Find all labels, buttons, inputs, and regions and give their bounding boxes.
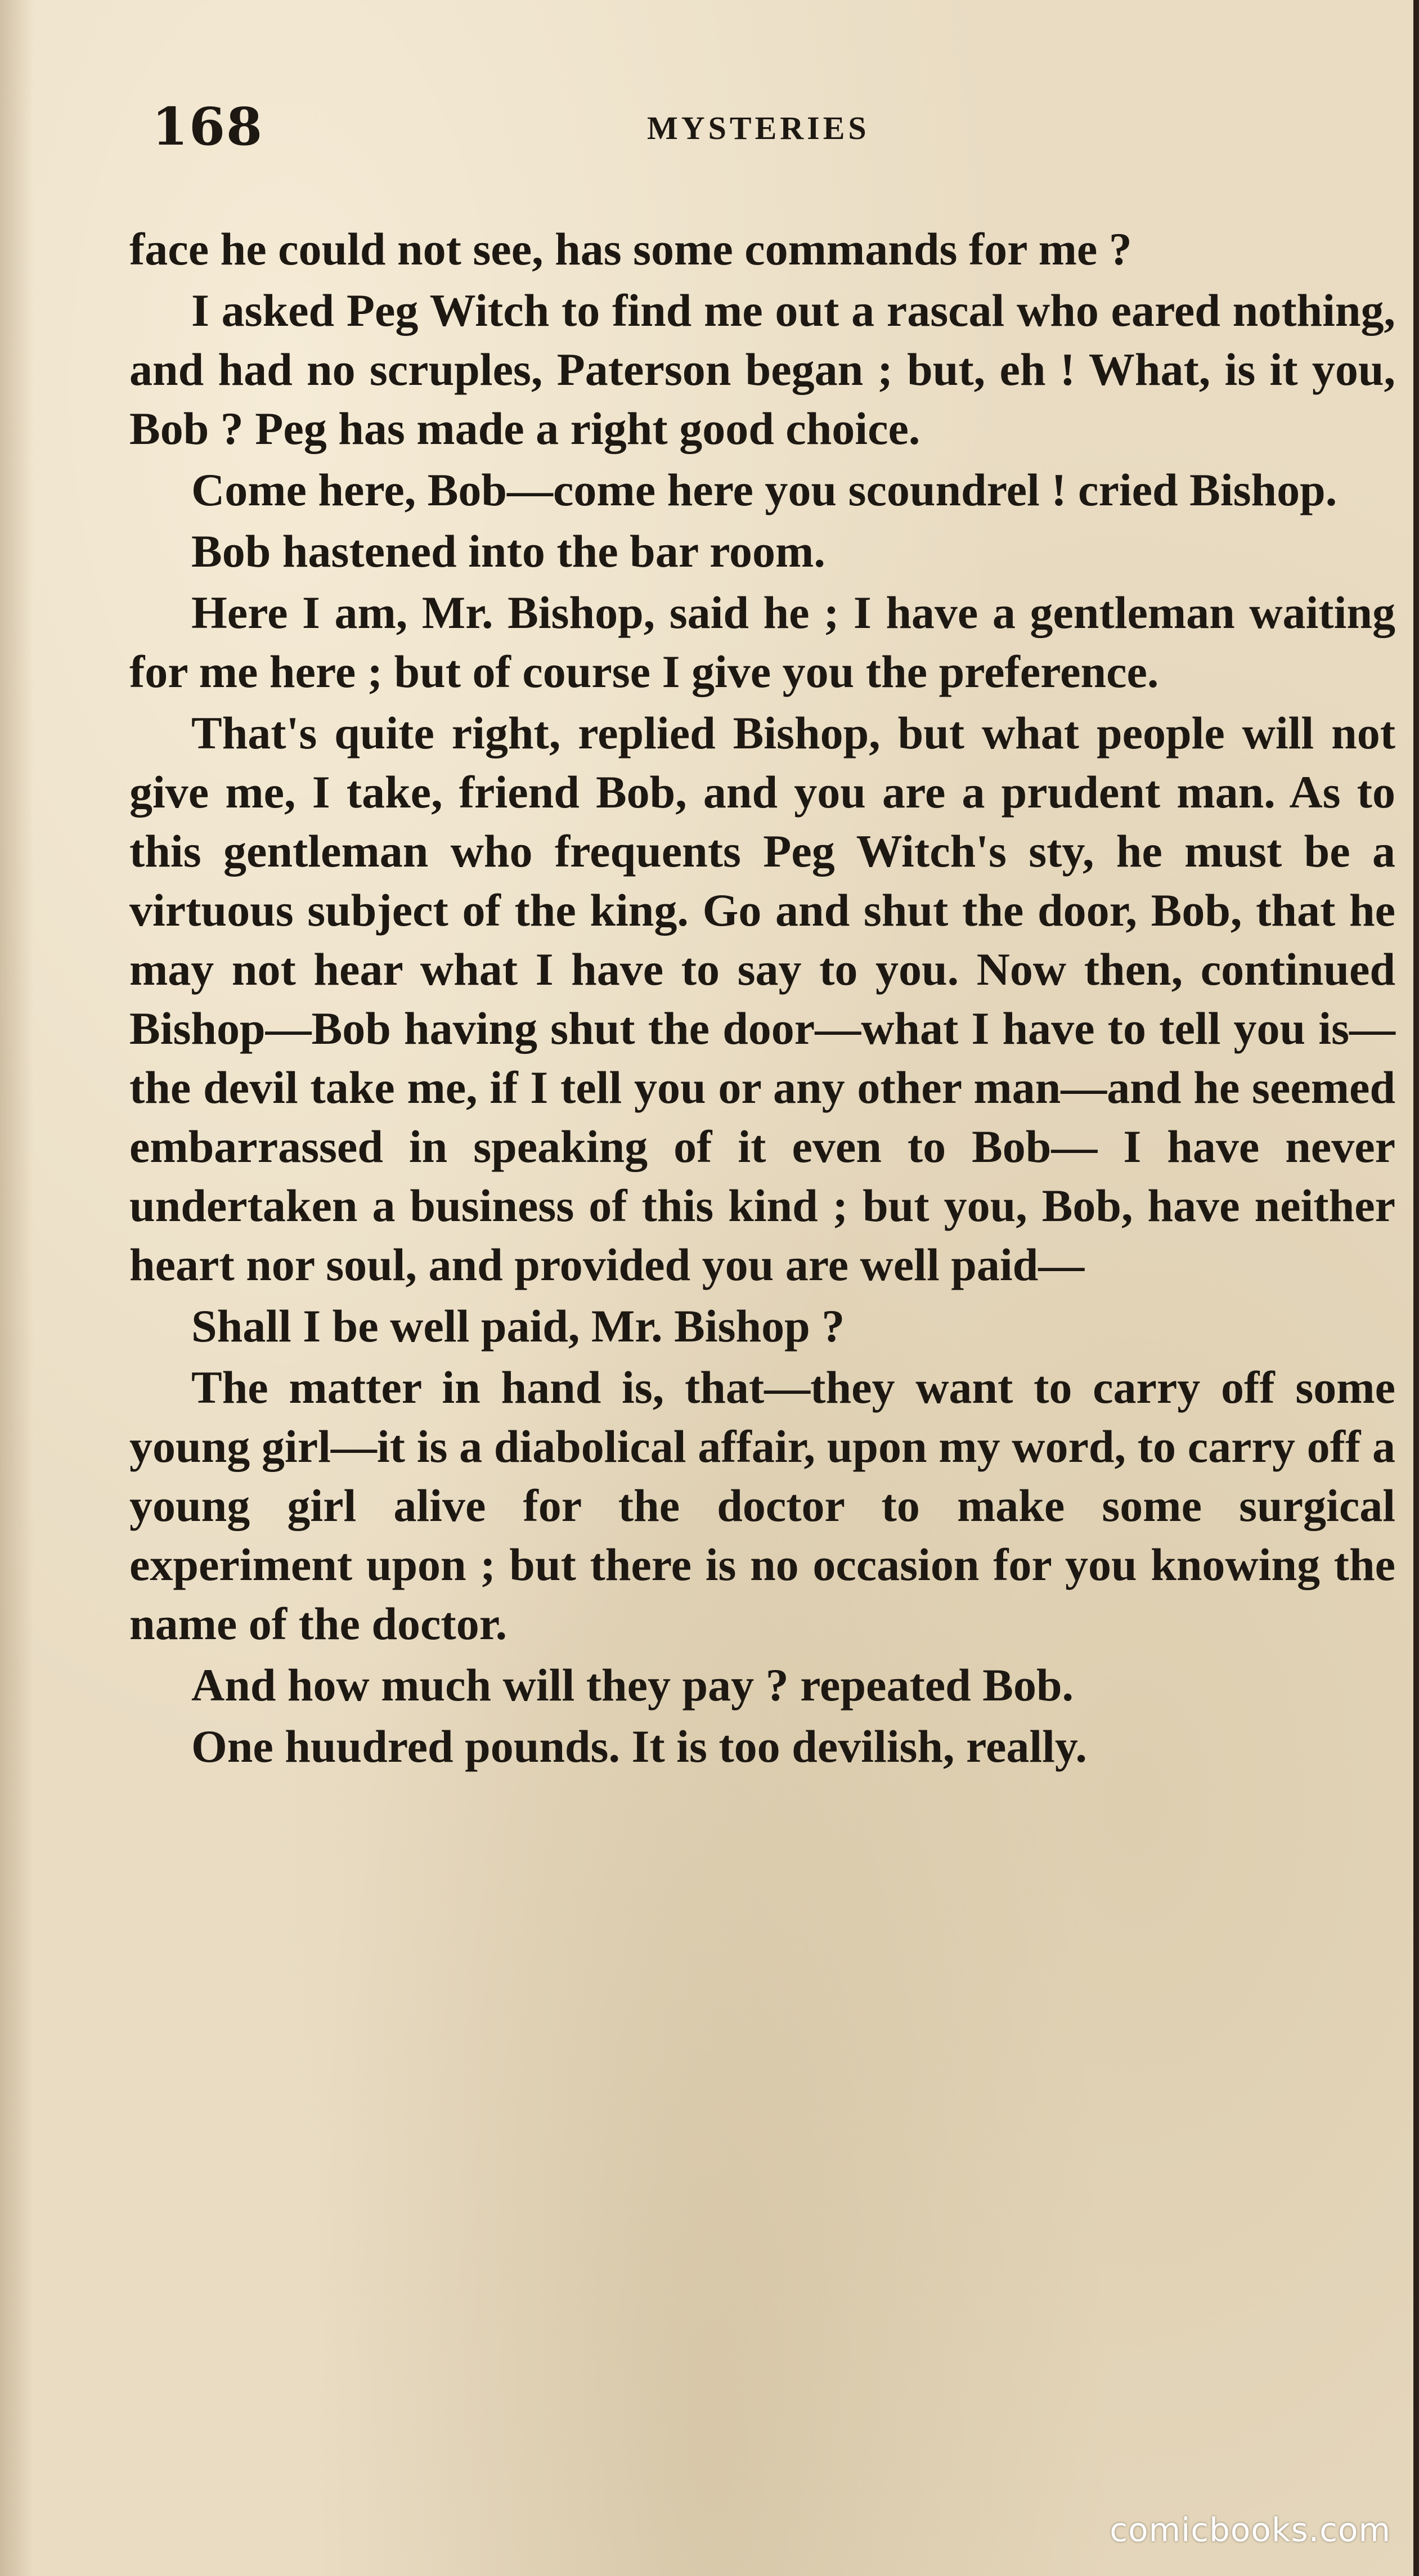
paragraph: Bob hastened into the bar room. [191, 526, 825, 577]
paragraph: Here I am, Mr. Bishop, said he ; I have a gentleman waiting for me here ; but of course I give you the preference. [129, 587, 1395, 697]
page-gutter-shadow [0, 0, 34, 2576]
paragraph: I asked Peg Witch to find me out a rascal who eared nothing, and had no scruples, Paterson began ; but, eh ! What, is it you, Bob ? Peg has made a right good choice. [129, 285, 1395, 454]
page-header [152, 96, 1378, 158]
paragraph: That's quite right, replied Bishop, but what people will not give me, I take, friend Bob, and you are a prudent man. As to this gentleman who frequents Peg Witch's sty, he must be a virtuous subject of the king. Go and shut the door, Bob, that he may not hear what I have to say to you. Now then, continued Bishop—Bob having shut the door—what I have to tell you is—the devil take me, if I tell you or any other man—and he seemed embarrassed in speaking of it even to Bob— I have never undertaken a business of this kind ; but you, Bob, have neither heart nor soul, and provided you are well paid— [129, 707, 1395, 1290]
paragraph: Shall I be well paid, Mr. Bishop ? [191, 1300, 845, 1352]
page-edge [1413, 0, 1419, 2576]
page-number: 168 [152, 96, 264, 157]
body-text [129, 219, 1395, 1776]
running-title: MYSTERIES [647, 110, 870, 146]
watermark: comicbooks.com [1110, 2511, 1391, 2549]
paragraph: Come here, Bob—come here you scoundrel ! cried Bishop. [191, 464, 1337, 515]
paragraph: And how much will they pay ? repeated Bob. [191, 1659, 1074, 1711]
paragraph: One huudred pounds. It is too devilish, really. [191, 1721, 1087, 1772]
paragraph: The matter in hand is, that—they want to carry off some young girl—it is a diabolical affair, upon my word, to carry off a young girl alive for the doctor to make some surgical experiment upon ; but there is no occasion for you knowing the name of the doctor. [129, 1362, 1395, 1649]
paragraph: face he could not see, has some commands for me ? [129, 223, 1132, 275]
